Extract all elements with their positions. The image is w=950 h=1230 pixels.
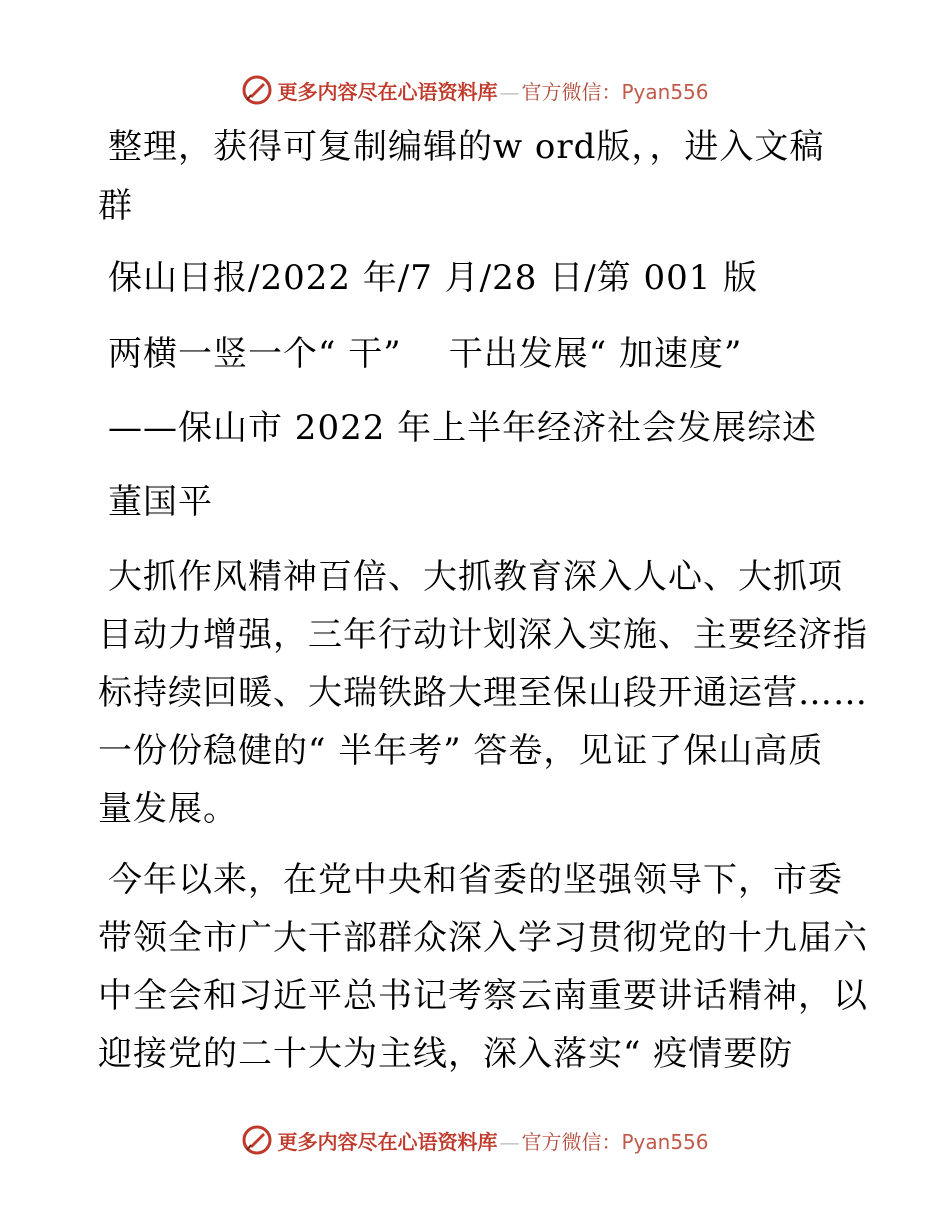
quill-logo-icon <box>241 1124 273 1156</box>
banner-wechat-label: 官方微信： <box>521 1129 622 1154</box>
intro-line-2: 群 <box>98 186 133 226</box>
paragraph-line: 大抓作风精神百倍、大抓教育深入人心、大抓项 <box>108 557 843 597</box>
banner-site-name: 更多内容尽在心语资料库 <box>277 1129 498 1154</box>
author: 董国平 <box>108 482 213 522</box>
quill-logo-icon <box>241 74 273 106</box>
banner-separator: — <box>499 1129 520 1154</box>
paragraph-line: 标持续回暖、大瑞铁路大理至保山段开通运营…… <box>98 673 868 713</box>
footer-watermark-banner <box>0 1120 950 1160</box>
intro-line-1: 整理，获得可复制编辑的w ord版，，进入文稿 <box>108 127 825 167</box>
paragraph-line: 量发展。 <box>98 789 238 829</box>
banner-site-name: 更多内容尽在心语资料库 <box>277 79 498 104</box>
header-watermark-banner <box>0 70 950 110</box>
paragraph-line: 中全会和习近平总书记考察云南重要讲话精神，以 <box>98 976 868 1016</box>
subheadline: ——保山市 2022 年上半年经济社会发展综述 <box>108 408 818 448</box>
paragraph-line: 迎接党的二十大为主线，深入落实“ 疫情要防 <box>98 1034 794 1074</box>
paragraph-line: 带领全市广大干部群众深入学习贯彻党的十九届六 <box>98 918 868 958</box>
headline: 两横一竖一个“ 干” 干出发展“ 加速度” <box>108 334 743 374</box>
paragraph-line: 今年以来，在党中央和省委的坚强领导下，市委 <box>108 860 843 900</box>
source-line: 保山日报/2022 年/7 月/28 日/第 001 版 <box>108 258 759 298</box>
paragraph-line: 一份份稳健的“ 半年考” 答卷，见证了保山高质 <box>98 731 824 771</box>
paragraph-line: 目动力增强，三年行动计划深入实施、主要经济指 <box>98 615 868 655</box>
banner-wechat-id: Pyan556 <box>621 79 709 104</box>
banner-separator: — <box>499 79 520 104</box>
banner-wechat-label: 官方微信： <box>521 79 622 104</box>
banner-wechat-id: Pyan556 <box>621 1129 709 1154</box>
